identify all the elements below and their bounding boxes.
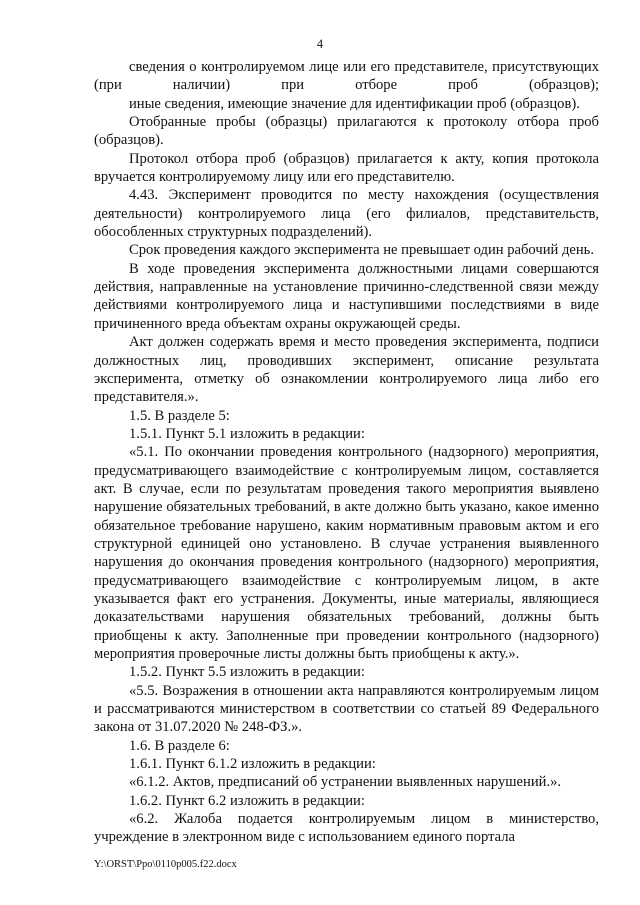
page-number: 4 xyxy=(316,37,324,51)
paragraph: «5.1. По окончании проведения контрольного (надзорного) мероприятия, предусматривающего взаимодействие с контролируемым лицом, составляется акт. В случае, если по результатам проведения такого мероприятия выявлено нарушение обязательных требований, в акте должно быть указано, какое именно обязательное требование нарушено, каким нормативным правовым актом и его структурной единицей оно установлено. В случае устранения выявленного нарушения до окончания проведения контрольного (надзорного) мероприятия, предусматривающего взаимодействие с контролируемым лицом, в акте указывается факт его устранения. Документы, иные материалы, являющиеся доказательствами нарушения обязательных требований, должны быть приобщены к акту. Заполненные при проведении контрольного (надзорного) мероприятия проверочные листы должны быть приобщены к акту.». xyxy=(94,444,599,662)
paragraph: 1.5.1. Пункт 5.1 изложить в редакции: xyxy=(129,425,365,442)
paragraph: Срок проведения каждого эксперимента не превышает один рабочий день. xyxy=(129,242,594,259)
paragraph: Отобранные пробы (образцы) прилагаются к протоколу отбора проб (образцов). xyxy=(94,114,599,149)
paragraph: Протокол отбора проб (образцов) прилагается к акту, копия протокола вручается контролируемому лицу или его представителю. xyxy=(94,150,599,186)
paragraph: сведения о контролируемом лице или его представителе, присутствующих (при наличии) при отборе проб (образцов); xyxy=(94,59,599,94)
paragraph: 1.6.2. Пункт 6.2 изложить в редакции: xyxy=(129,792,365,809)
paragraph: «5.5. Возражения в отношении акта направляются контролируемым лицом и рассматриваются министерством в соответствии со статьей 89 Федерального закона от 31.07.2020 № 248-ФЗ.». xyxy=(94,682,599,736)
paragraph: 4.43. Эксперимент проводится по месту нахождения (осуществления деятельности) контролируемого лица (его филиалов, представительств, обособленных структурных подразделений). xyxy=(94,187,599,241)
document-body xyxy=(94,58,599,847)
paragraph: 1.6. В разделе 6: xyxy=(129,737,230,754)
paragraph: В ходе проведения эксперимента должностными лицами совершаются действия, направленные на установление причинно-следственной связи между действиями контролируемого лица и наступившими последствиями в виде причиненного вреда объектам охраны окружающей среды. xyxy=(94,260,599,332)
paragraph: «6.1.2. Актов, предписаний об устранении выявленных нарушений.». xyxy=(129,774,562,791)
file-path-footer: Y:\ORST\Ppo\0110p005.f22.docx xyxy=(94,859,237,870)
paragraph: 1.5. В разделе 5: xyxy=(129,407,230,424)
paragraph: 1.5.2. Пункт 5.5 изложить в редакции: xyxy=(129,664,365,681)
paragraph: 1.6.1. Пункт 6.1.2 изложить в редакции: xyxy=(129,756,376,773)
paragraph: иные сведения, имеющие значение для идентификации проб (образцов). xyxy=(129,95,580,112)
paragraph: «6.2. Жалоба подается контролируемым лицом в министерство, учреждение в электронном виде с использованием единого портала xyxy=(94,811,599,846)
paragraph: Акт должен содержать время и место проведения эксперимента, подписи должностных лиц, проводивших эксперимент, описание результата эксперимента, отметку об ознакомлении контролируемого лица либо его представителя.». xyxy=(94,334,599,406)
